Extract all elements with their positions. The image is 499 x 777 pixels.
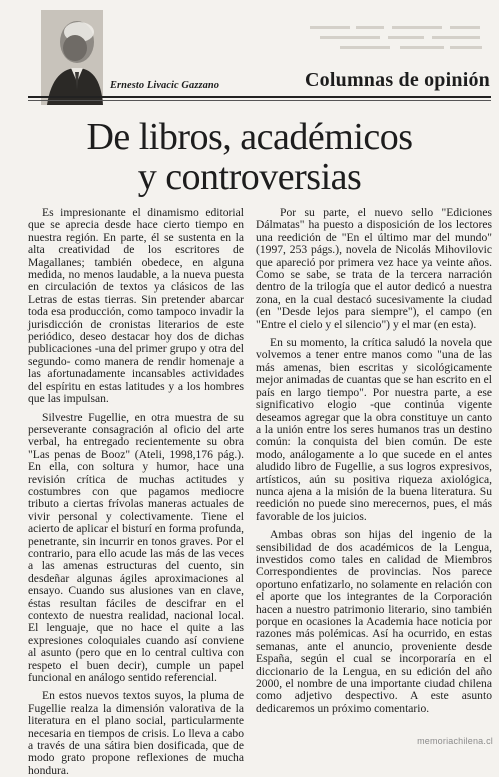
article-paragraph: Es impresionante el dinamismo editorial que se aprecia desde hace cierto tiempo en nuestra región. En parte, él se sustenta en la alta creatividad de los escritores de Magallanes; también obedece, en alguna medida, no menos laudable, a la nueva puesta en circulación de textos ya clásicos de las Letras de estas tierras. Sin pretender abarcar toda esa producción, como tampoco invadir la jurisdicción de cronistas literarios de este periódico, deseo destacar hoy dos de dichas publicaciones -una del primer grupo y otra del segundo- como manera de rendir homenaje a las afortunadamente incansables actividades del espíritu en estas latitudes y a los hombres que las impulsan. (28, 206, 244, 406)
headline-line-1: De libros, académicos (86, 116, 413, 158)
author-portrait-image (41, 10, 103, 105)
bleed-through-texture (300, 20, 490, 60)
article-paragraph: En su momento, la crítica saludó la novela que volvemos a tener entre manos como "una de las más amenas, bien escritas y sicológicamente mejor animadas de cuantas que se han escrito en el país en largo tiempo". Por nuestra parte, a ese significativo elogio -que continúa vigente deseamos agregar que la obra constituye un canto a la unión entre los seres humanos tras un destino común: la conquista del bien común. De este modo, análogamente a lo que sucede en el antes aludido libro de Fugellie, a sus logros expresivos, artísticos, aún su positiva riqueza axiológica, nunca ajena a la misión de la buena literatura. Su reedición no puede sino merecernos, pues, el más favorable de los juicios. (256, 336, 492, 523)
article-paragraph: Por su parte, el nuevo sello "Ediciones Dálmatas" ha puesto a disposición de los lectores una reedición de "En el último mar del mundo" (1997, 253 págs.), novela de Nicolás Mihovilovic que apareció por primera vez hace ya veinte años. Como se sabe, se trata de la tercera narración dentro de la trilogía que el autor dedicó a nuestra zona, en la cual destacó sucesivamente la ciudad (en "Desde lejos para siempre"), el campo (en "Entre el cielo y el silencio") y el mar (en esta). (256, 206, 492, 331)
article-paragraph: Ambas obras son hijas del ingenio de la sensibilidad de dos académicos de la Lengua, investidos como tales en calidad de Miembros Correspondientes de provincias. Nos parece oportuno enfatizarlo, no solamente en relación con el aporte que los integrantes de la Corporación hacen a nuestro patrimonio literario, sino también porque en ocasiones la Academia hace noticia por razones más polémicas. Así ha ocurrido, en estas semanas, ante el anuncio, proveniente desde España, según el cual se incorporaría en el diccionario de la Lengua, en su edición del año 2000, el nombre de una importante ciudad chilena como adjetivo despectivo. A este asunto dedicaremos un próximo comentario. (256, 528, 492, 715)
article-column-right (256, 207, 492, 715)
author-photo (41, 10, 103, 105)
headline-line-2: y controversias (137, 156, 362, 198)
bleed-through-text (300, 20, 490, 60)
source-watermark: memoriachilena.cl (417, 736, 493, 746)
article-column-left (28, 207, 244, 777)
article-paragraph: Silvestre Fugellie, en otra muestra de su perseverante consagración al oficio del arte verbal, ha entregado recientemente su obra "Las penas de Booz" (Ateli, 1998,176 pág.). En ella, con soltura y humor, hace una revisión crítica de muchas actitudes y costumbres con que pagamos mediocre tributo a ciertas frívolas maneras actuales de vivir personal y colectivamente. Tiene el acierto de aplicar el bisturí en forma profunda, penetrante, sin incurrir en tonos graves. Por el contrario, para ello acude las más de las veces a las amenas estructuras del cuento, sin desdeñar algunas ágiles aproximaciones al ensayo. Cuando sus alusiones van en clave, éstas resultan fáciles de descifrar en el contexto de nuestra realidad, nacional local. El lenguaje, que no hace el quite a las expresiones coloquiales cuando así conviene al asunto (pero que en lo central cultiva con respeto el buen decir), cumple un papel funcional en análogo sentido referencial. (28, 410, 244, 685)
header-rule (28, 96, 491, 98)
headline (0, 117, 499, 197)
header-rule-thin (28, 100, 491, 101)
section-title: Columnas de opinión (305, 69, 490, 91)
author-name: Ernesto Livacic Gazzano (110, 80, 220, 91)
article-paragraph: En estos nuevos textos suyos, la pluma de Fugellie realza la dimensión valorativa de la literatura en el plano social, particularmente necesaria en tiempos de crisis. Lo lleva a cabo a través de una sátira bien dosificada, que de modo grato propone reflexiones de mucha hondura. (28, 689, 244, 777)
